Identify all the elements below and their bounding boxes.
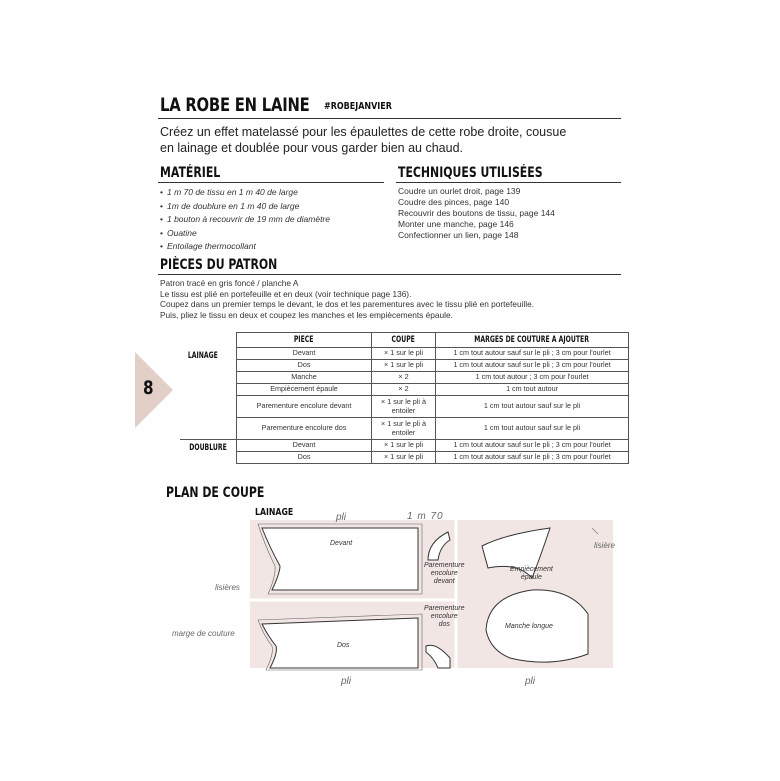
piece-label-parementure-dos: Parementure encolure dos (424, 605, 465, 628)
hashtag: #ROBEJANVIER (324, 101, 392, 112)
table-row: Manche × 2 1 cm tout autour ; 3 cm pour l'ourlet (180, 372, 629, 384)
pieces-rule (158, 274, 621, 275)
fabric-label: LAINAGE (255, 507, 294, 518)
column-header: MARGES DE COUTURE A AJOUTER (436, 333, 629, 348)
piece-label-empiecement: Empiècement épaule (510, 566, 553, 581)
list-item: Confectionner un lien, page 148 (398, 230, 519, 240)
techniques-rule (396, 182, 621, 183)
materiel-heading: MATÉRIEL (160, 165, 221, 181)
list-item: Coudre des pinces, page 140 (398, 197, 510, 207)
piece-label-manche: Manche longue (505, 623, 553, 630)
list-item: Monter une manche, page 146 (398, 219, 514, 229)
piece-label-devant: Devant (330, 540, 353, 547)
selvedge-label: lisière (594, 541, 615, 550)
fold-label: pli (525, 676, 536, 687)
fold-label: pli (336, 512, 347, 523)
piece-label-dos: Dos (337, 642, 350, 649)
selvedges-label: lisières (215, 583, 240, 592)
table-row: Empiècement épaule × 2 1 cm tout autour (180, 384, 629, 396)
instruction-line: Puis, pliez le tissu en deux et coupez les manches et les empiècements épaule. (160, 309, 453, 320)
seam-allowance-label: marge de couture (172, 629, 235, 638)
page-title: LA ROBE EN LAINE (160, 94, 310, 116)
instruction-line: Patron tracé en gris foncé / planche A (160, 278, 299, 288)
page-tab (135, 352, 173, 428)
table-row: Parementure encolure dos × 1 sur le pli à entoiler 1 cm tout autour sauf sur le pli (180, 418, 629, 440)
list-item: • 1m de doublure en 1 m 40 de large (160, 200, 330, 214)
table-row: Dos × 1 sur le pli 1 cm tout autour sauf sur le pli ; 3 cm pour l'ourlet (180, 452, 629, 464)
list-item: • Entoilage thermocollant (160, 240, 330, 254)
pieces-heading: PIÈCES DU PATRON (160, 257, 278, 273)
group-label: DOUBLURE (180, 440, 237, 464)
list-item: • 1 bouton à recouvrir de 19 mm de diamètre (160, 213, 330, 227)
fold-label: pli (341, 676, 352, 687)
techniques-list (398, 186, 555, 241)
plan-heading: PLAN DE COUPE (166, 485, 265, 501)
table-row: LAINAGE Devant × 1 sur le pli 1 cm tout autour sauf sur le pli ; 3 cm pour l'ourlet (180, 348, 629, 360)
instruction-line: Le tissu est plié en portefeuille et en deux (voir technique page 136). (160, 288, 412, 299)
pieces-instructions (160, 278, 620, 320)
table-row: Dos × 1 sur le pli 1 cm tout autour sauf sur le pli ; 3 cm pour l'ourlet (180, 360, 629, 372)
table-row: DOUBLURE Devant × 1 sur le pli 1 cm tout autour sauf sur le pli ; 3 cm pour l'ourlet (180, 440, 629, 452)
intro-text: Créez un effet matelassé pour les épaulettes de cette robe droite, cousue en lainage et doublée pour vous garder bien au chaud. (160, 125, 567, 155)
table-row: Parementure encolure devant × 1 sur le pli à entoiler 1 cm tout autour sauf sur le pli (180, 396, 629, 418)
list-item: • Ouatine (160, 227, 330, 241)
title-rule (158, 118, 621, 119)
table-header-row (180, 333, 629, 348)
materiel-list (160, 186, 330, 254)
cutting-layout (250, 518, 620, 678)
list-item: Coudre un ourlet droit, page 139 (398, 186, 521, 196)
piece-label-parementure-devant: Parementure encolure devant (424, 562, 465, 585)
width-label: 1 m 70 (407, 511, 444, 522)
materiel-rule (158, 182, 384, 183)
group-label: LAINAGE (187, 350, 218, 361)
list-item: • 1 m 70 de tissu en 1 m 40 de large (160, 186, 330, 200)
column-header: COUPE (372, 333, 436, 348)
piece-devant (262, 528, 418, 590)
page-number: 8 (143, 377, 154, 399)
pattern-table (180, 332, 629, 464)
list-item: Recouvrir des boutons de tissu, page 144 (398, 208, 555, 218)
techniques-heading: TECHNIQUES UTILISÉES (398, 165, 543, 181)
instruction-line: Coupez dans un premier temps le devant, le dos et les parementures avec le tissu plié en portefeuille. (160, 299, 535, 309)
column-header: PIECE (237, 333, 372, 348)
